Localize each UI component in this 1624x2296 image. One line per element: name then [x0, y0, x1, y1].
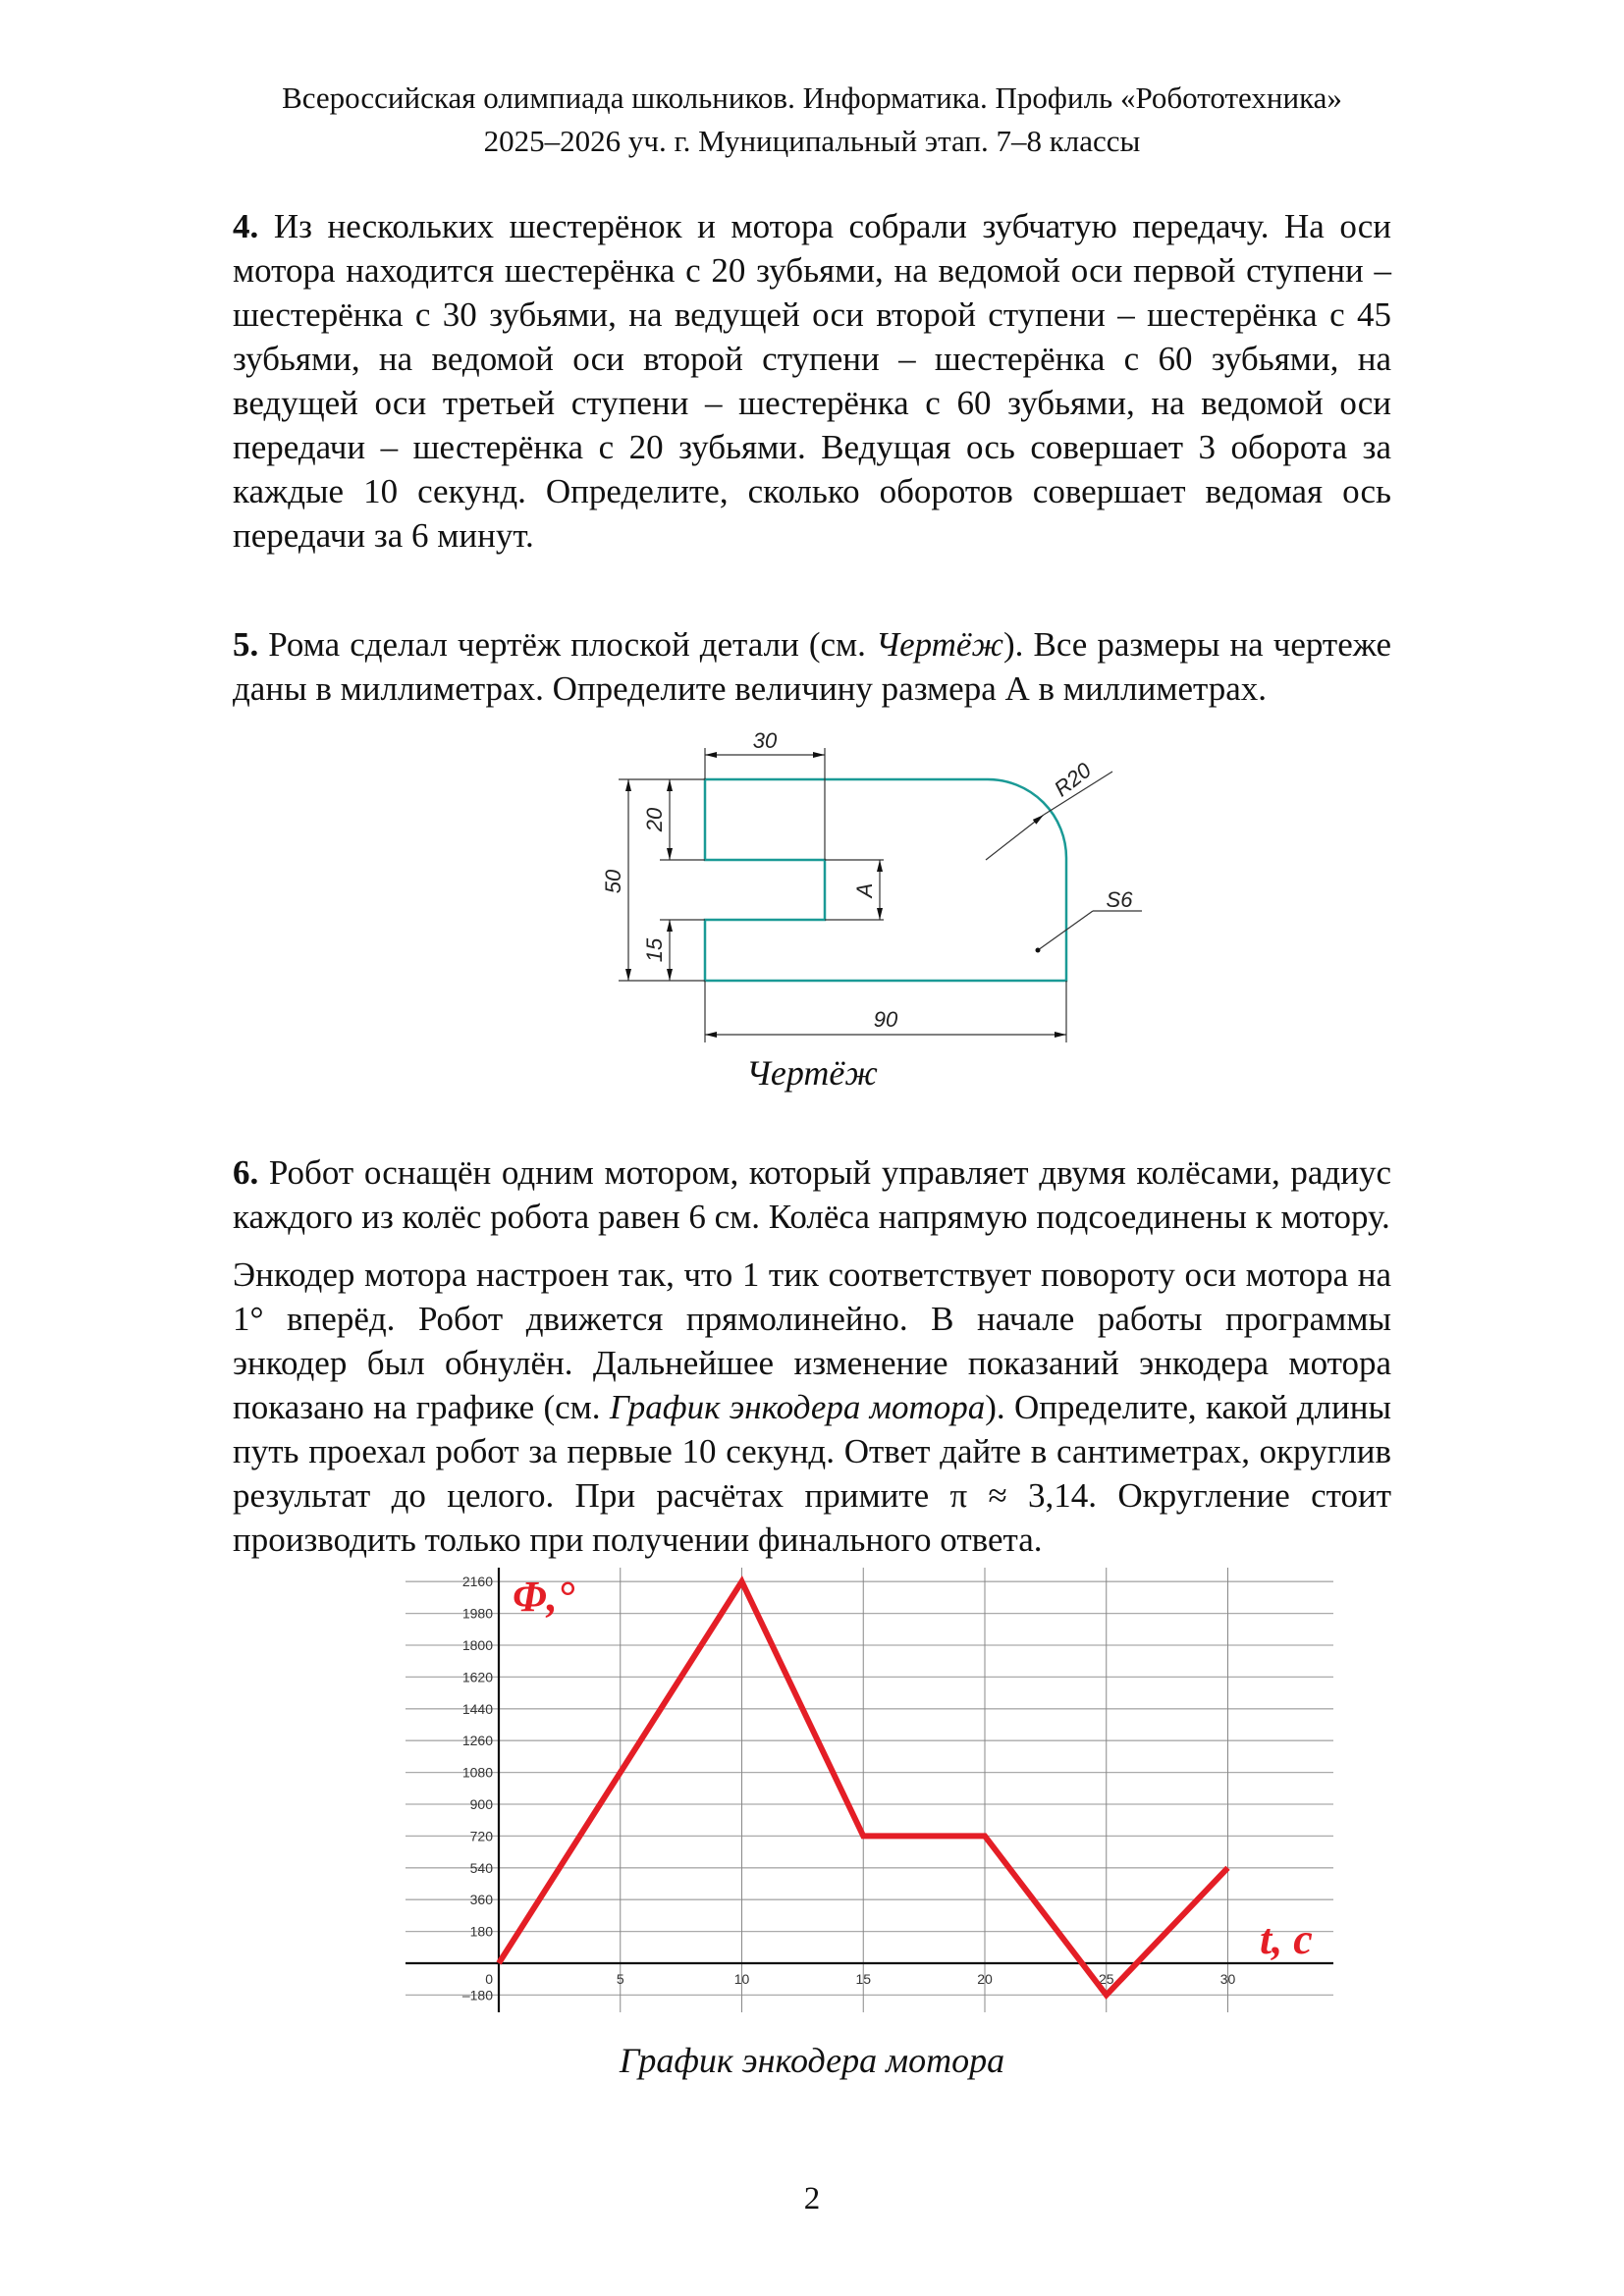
dim-20: 20 [642, 807, 667, 832]
dim-a: A [852, 882, 877, 898]
y-tick-label: 1980 [461, 1605, 493, 1622]
task-text: Из нескольких шестерёнок и мотора собрали зубчатую передачу. На оси мотора находится шестерёнка с 20 зубьями, на ведомой оси первой ступени – шестерёнка с 30 зубьями, на ведущей оси второй ступени – шестерёнка с 45 зубьями, на ведомой оси второй ступени – шестерёнка с 60 зубьями, на ведущей оси третьей ступени – шестерёнка с 60 зубьями, на ведомой оси передачи – шестерёнка с 20 зубьями. Ведущая ось совершает 3 оборота за каждые 10 секунд. Определите, сколько оборотов совершает ведомая ось передачи за 6 минут. [233, 207, 1392, 555]
task-text: Рома сделал чертёж плоской детали (см. [268, 625, 876, 664]
x-tick-label: 30 [1219, 1971, 1236, 1987]
y-tick-label: 2160 [461, 1574, 493, 1590]
header-line-1: Всероссийская олимпиада школьников. Информатика. Профиль «Робототехника» [282, 80, 1342, 115]
task-text: Робот оснащён одним мотором, который управляет двумя колёсами, радиус каждого из колёс робота равен 6 см. Колёса напрямую подсоединены к мотору. [233, 1153, 1392, 1236]
dim-s6: S6 [1106, 887, 1133, 912]
y-tick-label: 1260 [461, 1733, 493, 1749]
dim-50: 50 [601, 869, 625, 894]
y-axis-label: Φ,° [513, 1573, 575, 1621]
chart-reference: График энкодера мотора [609, 1388, 986, 1426]
x-tick-label: 25 [1098, 1971, 1114, 1987]
task-number: 6. [233, 1153, 259, 1192]
task-text: ). Определите, какой длины путь проехал робот за первые 10 секунд. Ответ дайте в сантиметрах, округлив результат до целого. При расчётах примите π ≈ 3,14. Округление стоит производить только при получении финального ответа. [233, 1388, 1392, 1559]
drawing-reference: Чертёж [875, 625, 1004, 664]
drawing-caption: Чертёж [746, 1053, 878, 1093]
task-text: Энкодер мотора настроен так, что 1 тик соответствует повороту оси мотора на 1° вперёд. Робот движется прямолинейно. В начале работы программы энкодер был обнулён. Дальнейшее изменение показаний энкодера мотора показано на графике (см. [233, 1255, 1391, 1426]
dim-r20: R20 [1049, 757, 1096, 802]
y-tick-label: 360 [469, 1892, 493, 1908]
y-tick-label: 540 [469, 1859, 493, 1876]
y-tick-label: 180 [469, 1923, 493, 1940]
chart-caption: График энкодера мотора [619, 2041, 1005, 2080]
x-axis-label: t, c [1260, 1915, 1313, 1963]
x-tick-label: 0 [485, 1971, 493, 1987]
y-tick-label: 1440 [461, 1700, 493, 1717]
y-tick-label: 1800 [461, 1637, 493, 1653]
x-tick-label: 20 [977, 1971, 993, 1987]
x-tick-label: 15 [855, 1971, 872, 1987]
dim-90: 90 [873, 1007, 898, 1032]
dim-15: 15 [642, 937, 667, 963]
task-text: ). Все размеры на чертеже даны в миллиметрах. Определите величину размера А в миллиметрах. [233, 625, 1392, 708]
dim-30: 30 [752, 728, 778, 753]
y-tick-label: 900 [469, 1796, 493, 1812]
task-number: 4. [233, 207, 259, 245]
y-tick-label: 720 [469, 1828, 493, 1844]
y-tick-label: –180 [461, 1987, 493, 2003]
x-tick-label: 5 [616, 1971, 624, 1987]
y-tick-label: 1620 [461, 1669, 493, 1685]
y-tick-label: 1080 [461, 1764, 493, 1781]
task-number: 5. [233, 625, 259, 664]
header-line-2: 2025–2026 уч. г. Муниципальный этап. 7–8 классы [483, 124, 1141, 158]
x-tick-label: 10 [733, 1971, 750, 1987]
page-number: 2 [803, 2181, 821, 2216]
